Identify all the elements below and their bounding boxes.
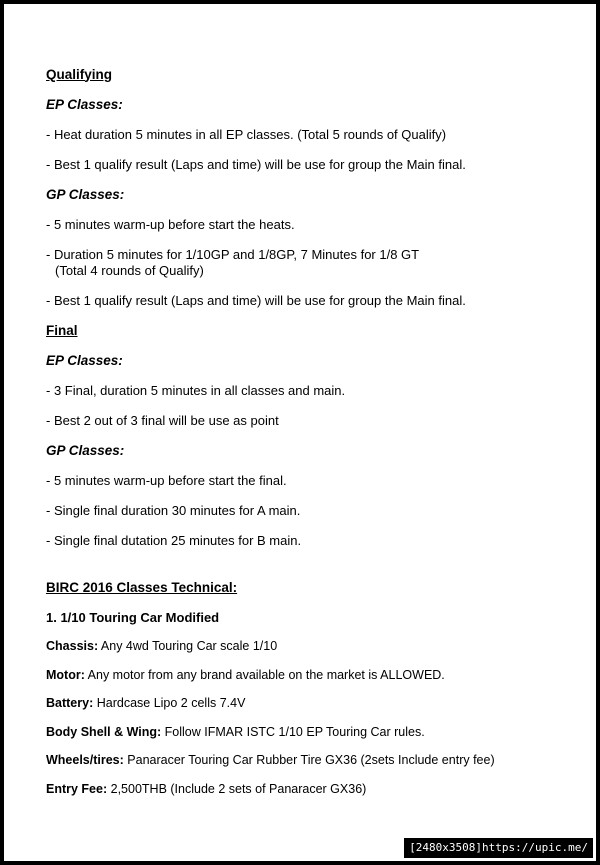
subheading-qualifying-ep: EP Classes: (46, 96, 123, 112)
list-item-line: - Duration 5 minutes for 1/10GP and 1/8GP, 7 Minutes for 1/8 GT (46, 246, 420, 262)
spec-label: Entry Fee: (46, 781, 108, 796)
spec-label: Body Shell & Wing: (46, 724, 162, 739)
spec-label: Chassis: (46, 639, 99, 653)
list-item: - Best 1 qualify result (Laps and time) will be use for group the Main final. (46, 156, 466, 172)
list-item-continuation: (Total 4 rounds of Qualify) (55, 262, 204, 278)
spec-label: Wheels/tires: (46, 753, 124, 767)
list-item: - Single final dutation 25 minutes for B main. (46, 532, 302, 548)
list-item: - Single final duration 30 minutes for A main. (46, 502, 301, 518)
subheading-qualifying-gp: GP Classes: (46, 186, 125, 202)
spec-battery (46, 695, 568, 711)
list-item: - 3 Final, duration 5 minutes in all classes and main. (46, 382, 346, 398)
list-item (46, 247, 568, 279)
spec-value: 2,500THB (Include 2 sets of Panaracer GX36) (110, 781, 367, 796)
spec-body-shell (46, 724, 568, 740)
list-item: - 5 minutes warm-up before start the final. (46, 472, 287, 488)
list-item: - 5 minutes warm-up before start the heats. (46, 216, 295, 232)
class-title: 1. 1/10 Touring Car Modified (46, 609, 220, 625)
spec-motor (46, 667, 568, 683)
spec-value: Panaracer Touring Car Rubber Tire GX36 (2sets Include entry fee) (127, 753, 495, 767)
list-item: - Best 2 out of 3 final will be use as point (46, 412, 279, 428)
spec-value: Follow IFMAR ISTC 1/10 EP Touring Car rules. (164, 724, 425, 739)
subheading-final-ep: EP Classes: (46, 352, 123, 368)
spec-value: Any motor from any brand available on the market is ALLOWED. (87, 667, 445, 682)
spec-chassis (46, 638, 568, 654)
section-heading-technical: BIRC 2016 Classes Technical: (46, 579, 238, 595)
spec-label: Battery: (46, 696, 94, 710)
spec-value: Hardcase Lipo 2 cells 7.4V (96, 696, 246, 710)
subheading-final-gp: GP Classes: (46, 442, 125, 458)
watermark-badge: [2480x3508]https://upic.me/ (404, 838, 593, 858)
spec-label: Motor: (46, 667, 85, 682)
list-item: - Heat duration 5 minutes in all EP classes. (Total 5 rounds of Qualify) (46, 126, 447, 142)
document-content (4, 4, 596, 797)
list-item: - Best 1 qualify result (Laps and time) will be use for group the Main final. (46, 292, 466, 308)
section-heading-final: Final (46, 322, 78, 338)
spec-value: Any 4wd Touring Car scale 1/10 (100, 639, 278, 653)
section-heading-qualifying: Qualifying (46, 66, 113, 82)
spec-wheels-tires (46, 752, 568, 768)
spec-entry-fee (46, 781, 568, 797)
